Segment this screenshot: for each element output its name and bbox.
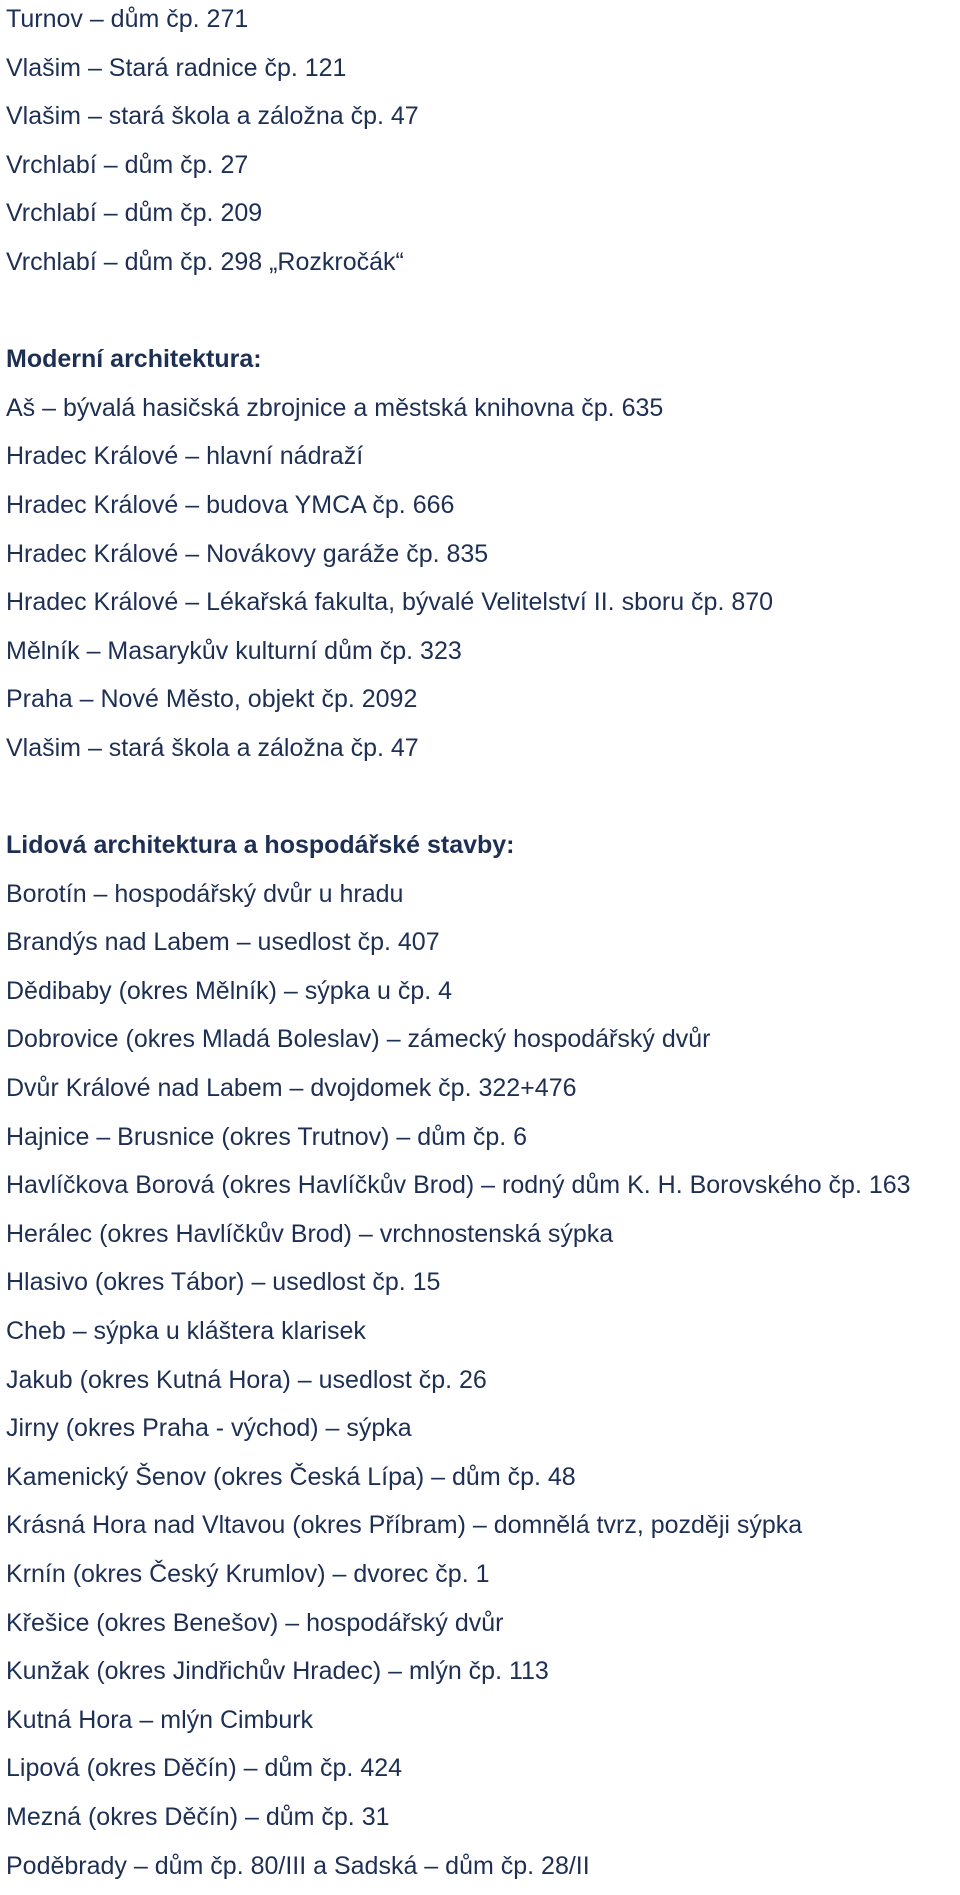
section-spacer [6,292,956,341]
list-item: Kutná Hora – mlýn Cimburk [6,1705,314,1734]
list-item: Poděbrady – dům čp. 80/III a Sadská – dům čp. 28/II [6,1851,590,1880]
list-item: Jakub (okres Kutná Hora) – usedlost čp. 26 [6,1365,487,1394]
list-item: Turnov – dům čp. 271 [6,5,249,33]
list-item: Hajnice – Brusnice (okres Trutnov) – dům čp. 6 [6,1122,528,1151]
list-item: Dobrovice (okres Mladá Boleslav) – zámecký hospodářský dvůr [6,1025,711,1054]
list-item: Krásná Hora nad Vltavou (okres Příbram) – domnělá tvrz, později sýpka [6,1511,803,1540]
list-item: Vrchlabí – dům čp. 298 „Rozkročák“ [6,247,404,276]
list-item: Havlíčkova Borová (okres Havlíčkův Brod) – rodný dům K. H. Borovského čp. 163 [6,1171,911,1200]
intro-list [6,0,956,292]
section-heading: Lidová architektura a hospodářské stavby: [6,831,515,860]
list-item: Lipová (okres Děčín) – dům čp. 424 [6,1754,403,1783]
list-item: Vlašim – stará škola a záložna čp. 47 [6,102,419,131]
list-item: Hradec Králové – hlavní nádraží [6,442,364,471]
list-item: Dvůr Králové nad Labem – dvojdomek čp. 322+476 [6,1074,577,1103]
list-item: Vrchlabí – dům čp. 27 [6,150,249,179]
document-page [6,0,956,1895]
list-item: Dědibaby (okres Mělník) – sýpka u čp. 4 [6,976,453,1005]
list-item: Praha – Nové Město, objekt čp. 2092 [6,685,418,714]
list-item: Borotín – hospodářský dvůr u hradu [6,879,404,908]
list-item: Hradec Králové – Lékařská fakulta, bývalé Velitelství II. sboru čp. 870 [6,588,774,617]
list-item: Krnín (okres Český Krumlov) – dvorec čp. 1 [6,1560,490,1588]
list-item: Brandýs nad Labem – usedlost čp. 407 [6,928,440,957]
section-heading: Moderní architektura: [6,345,262,374]
list-item: Hlasivo (okres Tábor) – usedlost čp. 15 [6,1268,441,1297]
section-folk-architecture [6,826,956,1895]
list-item: Aš – bývalá hasičská zbrojnice a městská knihovna čp. 635 [6,393,664,422]
list-item: Vrchlabí – dům čp. 209 [6,199,263,228]
list-item: Cheb – sýpka u kláštera klarisek [6,1317,366,1346]
list-item: Jirny (okres Praha - východ) – sýpka [6,1414,412,1443]
list-item: Kunžak (okres Jindřichův Hradec) – mlýn čp. 113 [6,1657,549,1686]
list-item: Křešice (okres Benešov) – hospodářský dvůr [6,1608,504,1637]
section-spacer [6,778,956,827]
list-item: Mělník – Masarykův kulturní dům čp. 323 [6,636,462,665]
list-item: Kamenický Šenov (okres Česká Lípa) – dům čp. 48 [6,1462,576,1491]
list-item: Herálec (okres Havlíčkův Brod) – vrchnostenská sýpka [6,1219,614,1248]
list-item: Hradec Králové – Novákovy garáže čp. 835 [6,539,489,568]
section-modern-architecture [6,340,956,777]
list-item: Hradec Králové – budova YMCA čp. 666 [6,490,455,519]
list-item: Mezná (okres Děčín) – dům čp. 31 [6,1802,390,1831]
list-item: Vlašim – Stará radnice čp. 121 [6,53,347,82]
list-item: Vlašim – stará škola a záložna čp. 47 [6,733,419,762]
